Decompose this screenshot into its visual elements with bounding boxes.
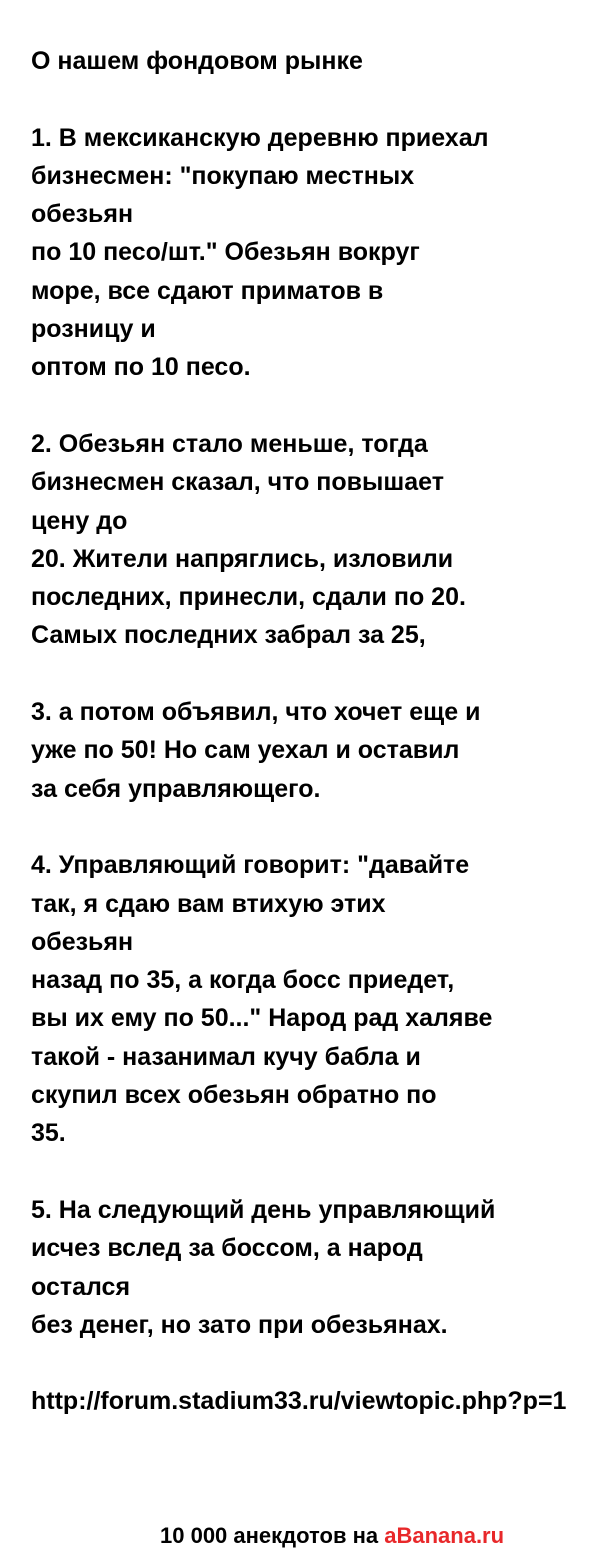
text-line: 3. а потом объявил, что хочет еще и bbox=[31, 698, 481, 727]
text-line: 4. Управляющий говорит: "давайте bbox=[31, 851, 470, 880]
text-line: исчез вслед за боссом, а народ bbox=[31, 1234, 423, 1263]
text-line: вы их ему по 50..." Народ рад халяве bbox=[31, 1004, 493, 1033]
text-line: бизнесмен сказал, что повышает bbox=[31, 468, 444, 497]
blank-line bbox=[31, 808, 600, 846]
text-line: бизнесмен: "покупаю местных bbox=[31, 161, 415, 190]
joke-text bbox=[31, 42, 600, 1421]
text-line: без денег, но зато при обезьянах. bbox=[31, 1310, 448, 1339]
text-line: такой - назанимал кучу бабла и bbox=[31, 1042, 421, 1071]
text-line: обезьян bbox=[31, 927, 134, 956]
source-link[interactable]: http://forum.stadium33.ru/viewtopic.php?p=1 bbox=[31, 1387, 567, 1416]
text-line: остался bbox=[31, 1272, 131, 1301]
text-line: розницу и bbox=[31, 315, 156, 344]
blank-line bbox=[31, 80, 600, 118]
brand-link[interactable]: aBanana.ru bbox=[384, 1523, 505, 1548]
text-line: 1. В мексиканскую деревню приехал bbox=[31, 123, 489, 152]
text-line: последних, принесли, сдали по 20. bbox=[31, 583, 466, 612]
text-line: 35. bbox=[31, 1119, 66, 1148]
joke-title: О нашем фондовом рынке bbox=[31, 47, 363, 75]
footer-text: 10 000 анекдотов на bbox=[160, 1523, 385, 1548]
blank-line bbox=[31, 1344, 600, 1382]
blank-line bbox=[31, 387, 600, 425]
text-line: Самых последних забрал за 25, bbox=[31, 621, 426, 650]
text-line: обезьян bbox=[31, 200, 134, 229]
text-line: по 10 песо/шт." Обезьян вокруг bbox=[31, 238, 420, 267]
text-line: оптом по 10 песо. bbox=[31, 353, 251, 382]
blank-line bbox=[31, 655, 600, 693]
text-line: уже по 50! Но сам уехал и оставил bbox=[31, 736, 460, 765]
text-line: назад по 35, а когда босс приедет, bbox=[31, 966, 455, 995]
text-line: 5. На следующий день управляющий bbox=[31, 1195, 496, 1224]
blank-line bbox=[31, 1153, 600, 1191]
text-line: цену до bbox=[31, 506, 128, 535]
text-line: скупил всех обезьян обратно по bbox=[31, 1081, 437, 1110]
text-line: 20. Жители напряглись, изловили bbox=[31, 544, 454, 573]
text-line: море, все сдают приматов в bbox=[31, 276, 384, 305]
text-line: за себя управляющего. bbox=[31, 774, 321, 803]
site-footer bbox=[160, 1521, 504, 1551]
text-line: так, я сдаю вам втихую этих bbox=[31, 889, 386, 918]
text-line: 2. Обезьян стало меньше, тогда bbox=[31, 429, 428, 458]
